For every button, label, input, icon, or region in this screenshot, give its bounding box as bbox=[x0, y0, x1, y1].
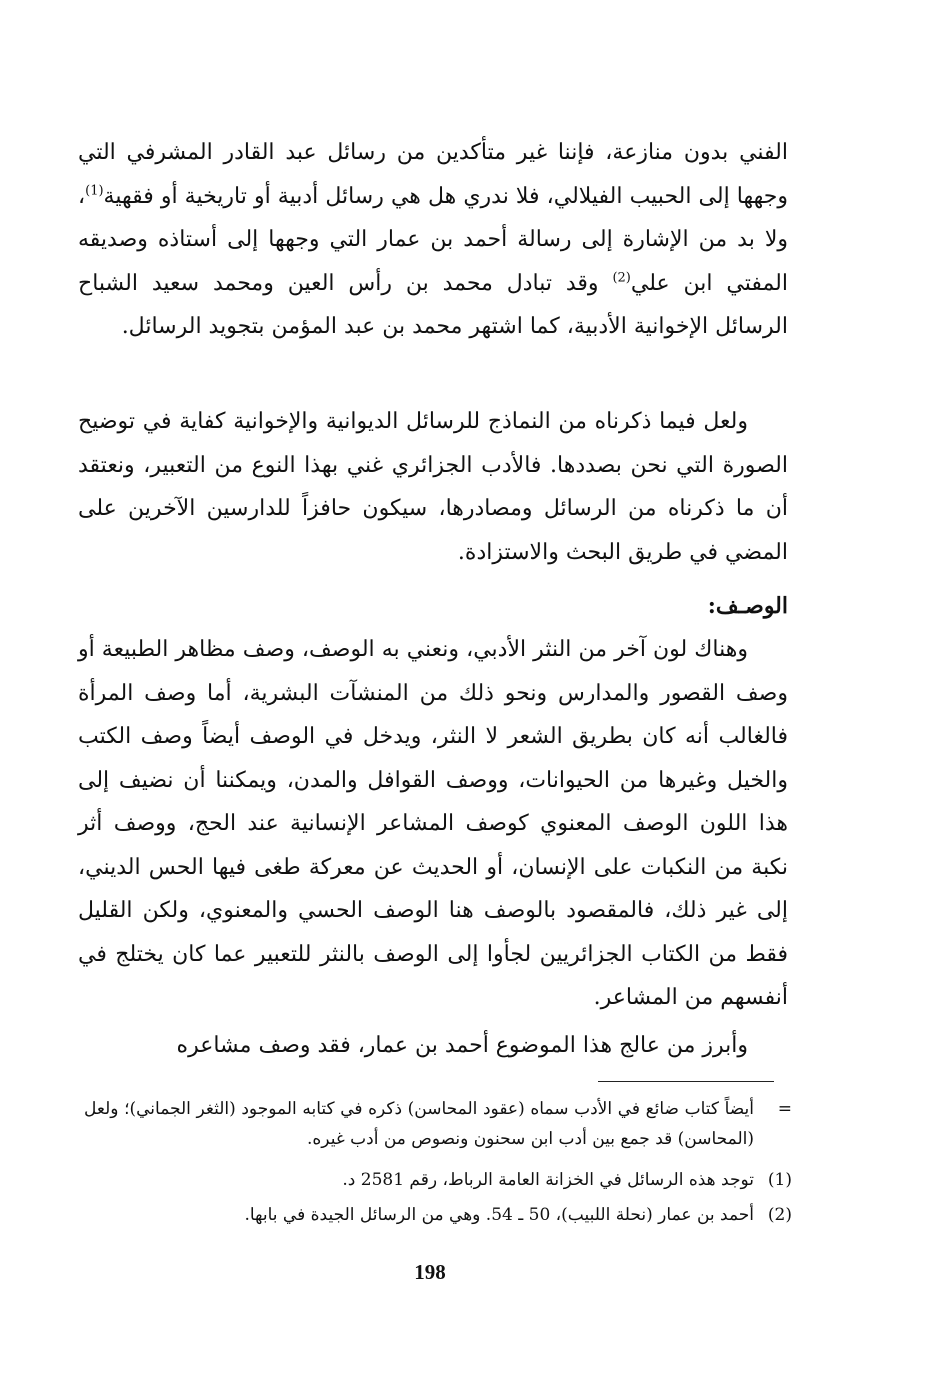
footnote-ref-2: (2) bbox=[612, 270, 631, 286]
footnote-mark: = bbox=[777, 1099, 792, 1119]
footnote-mark: (2) bbox=[767, 1205, 792, 1225]
footnote-ref-1: (1) bbox=[85, 183, 104, 199]
footnote-text: توجد هذه الرسائل في الخزانة العامة الرباط، رقم 2581 د. bbox=[342, 1170, 754, 1190]
footnote-continuation bbox=[84, 1094, 792, 1154]
footnote-separator bbox=[598, 1081, 774, 1082]
footnote-text: أيضاً كتاب ضائع في الأدب سماه (عقود المحاسن) ذكره في كتابه الموجود (الثغر الجماني)؛ ولعل (المحاسن) قد جمع بين أدب ابن سحنون ونصوص من أدب غيره. bbox=[84, 1099, 754, 1149]
paragraph-description: وهناك لون آخر من النثر الأدبي، ونعني به الوصف، وصف مظاهر الطبيعة أو وصف القصور والمدارس ونحو ذلك من المنشآت البشرية، أما وصف المرأة فالغالب أنه كان بطريق الشعر لا النثر، ويدخل في الوصف أيضاً وصف الكتب والخيل وغيرها من الحيوانات، ووصف القوافل والمدن، ويمكننا أن نضيف إلى هذا اللون الوصف المعنوي كوصف المشاعر الإنسانية عند الحج، ووصف أثر نكبة من النكبات على الإنسان، أو الحديث عن معركة طغى فيها الحس الديني، إلى غير ذلك، فالمقصود بالوصف هنا الوصف الحسي والمعنوي، ولكن القليل فقط من الكتاب الجزائريين لجأوا إلى الوصف بالنثر للتعبير عما كان يختلج في أنفسهم من المشاعر. bbox=[78, 637, 788, 1010]
paragraph-ahmad-bin-ammar: وأبرز من عالج هذا الموضوع أحمد بن عمار، فقد وصف مشاعره bbox=[176, 1033, 748, 1058]
footnote-2 bbox=[84, 1200, 792, 1230]
paragraph-text: الفني بدون منازعة، فإننا غير متأكدين من رسائل عبد القادر المشرفي التي وجهها إلى الحبيب الفيلالي، فلا ندري هل هي رسائل أدبية أو تاريخية أو فقهية bbox=[78, 140, 788, 209]
paragraph-text: ، ولا بد من الإشارة إلى رسالة أحمد بن عمار التي وجهها إلى أستاذه وصديقه المفتي ابن علي bbox=[78, 183, 788, 296]
page-number: 198 bbox=[414, 1260, 446, 1284]
footnote-text: أحمد بن عمار (نحلة اللبيب)، 50 ـ 54. وهي من الرسائل الجيدة في بابها. bbox=[244, 1205, 754, 1225]
paragraph-conclusion: ولعل فيما ذكرناه من النماذج للرسائل الديوانية والإخوانية كفاية في توضيح الصورة التي نحن بصددها. فالأدب الجزائري غني بهذا النوع من التعبير، ونعتقد أن ما ذكرناه من الرسائل ومصادرها، سيكون حافزاً للدارسين الآخرين على المضي في طريق البحث والاستزادة. bbox=[78, 409, 788, 565]
footnote-1 bbox=[84, 1165, 792, 1195]
paragraph-rasail-ending bbox=[78, 131, 788, 349]
paragraph-text: وقد تبادل محمد بن رأس العين ومحمد سعيد الشباح الرسائل الإخوانية الأدبية، كما اشتهر محمد بن عبد المؤمن بتجويد الرسائل. bbox=[78, 270, 788, 339]
footnote-mark: (1) bbox=[767, 1170, 792, 1190]
section-heading: الوصـف: bbox=[707, 593, 788, 619]
